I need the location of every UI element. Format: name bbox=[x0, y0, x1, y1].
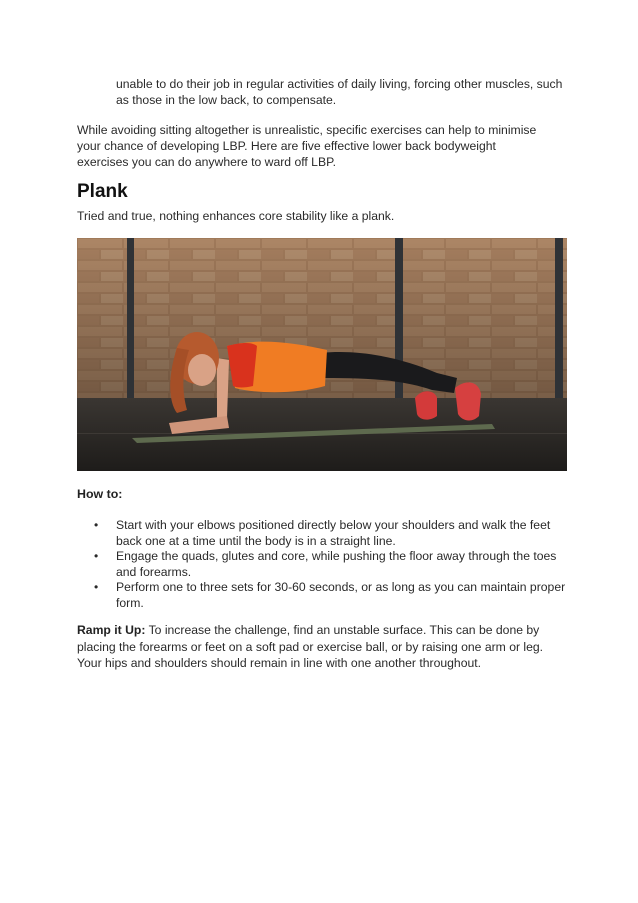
plank-photo bbox=[77, 238, 567, 471]
plank-lead-paragraph: Tried and true, nothing enhances core stability like a plank. bbox=[77, 209, 395, 223]
intro-paragraph: While avoiding sitting altogether is unrealistic, specific exercises can help to minimise your chance of developing LBP. Here are five effective lower back bodyweight exercises you can do anywhere to ward off LBP. bbox=[77, 123, 537, 169]
list-item bbox=[77, 580, 567, 611]
step-text: Engage the quads, glutes and core, while pushing the floor away through the toes and forearms. bbox=[116, 549, 557, 579]
step-text: Start with your elbows positioned directly below your shoulders and walk the feet back one at a time until the body is in a straight line. bbox=[116, 518, 551, 548]
howto-heading: How to: bbox=[77, 487, 123, 501]
list-item bbox=[77, 549, 567, 580]
howto-step-list bbox=[77, 518, 567, 611]
plank-heading: Plank bbox=[77, 181, 128, 202]
list-item bbox=[77, 518, 567, 549]
ramp-text: To increase the challenge, find an unstable surface. This can be done by placing the forearms or feet on a soft pad or exercise ball, or by raising one arm or leg. Your hips and shoulders should remain in line with one another throughout. bbox=[77, 623, 544, 670]
step-text: Perform one to three sets for 30-60 seconds, or as long as you can maintain proper form. bbox=[116, 580, 566, 610]
bullet-icon: • bbox=[94, 518, 99, 532]
ramp-it-up-paragraph bbox=[77, 622, 567, 672]
continuation-paragraph: unable to do their job in regular activities of daily living, forcing other muscles, such as those in the low back, to compensate. bbox=[116, 77, 563, 107]
ramp-label: Ramp it Up: bbox=[77, 623, 146, 637]
bullet-icon: • bbox=[94, 580, 99, 594]
bullet-icon: • bbox=[94, 549, 99, 563]
